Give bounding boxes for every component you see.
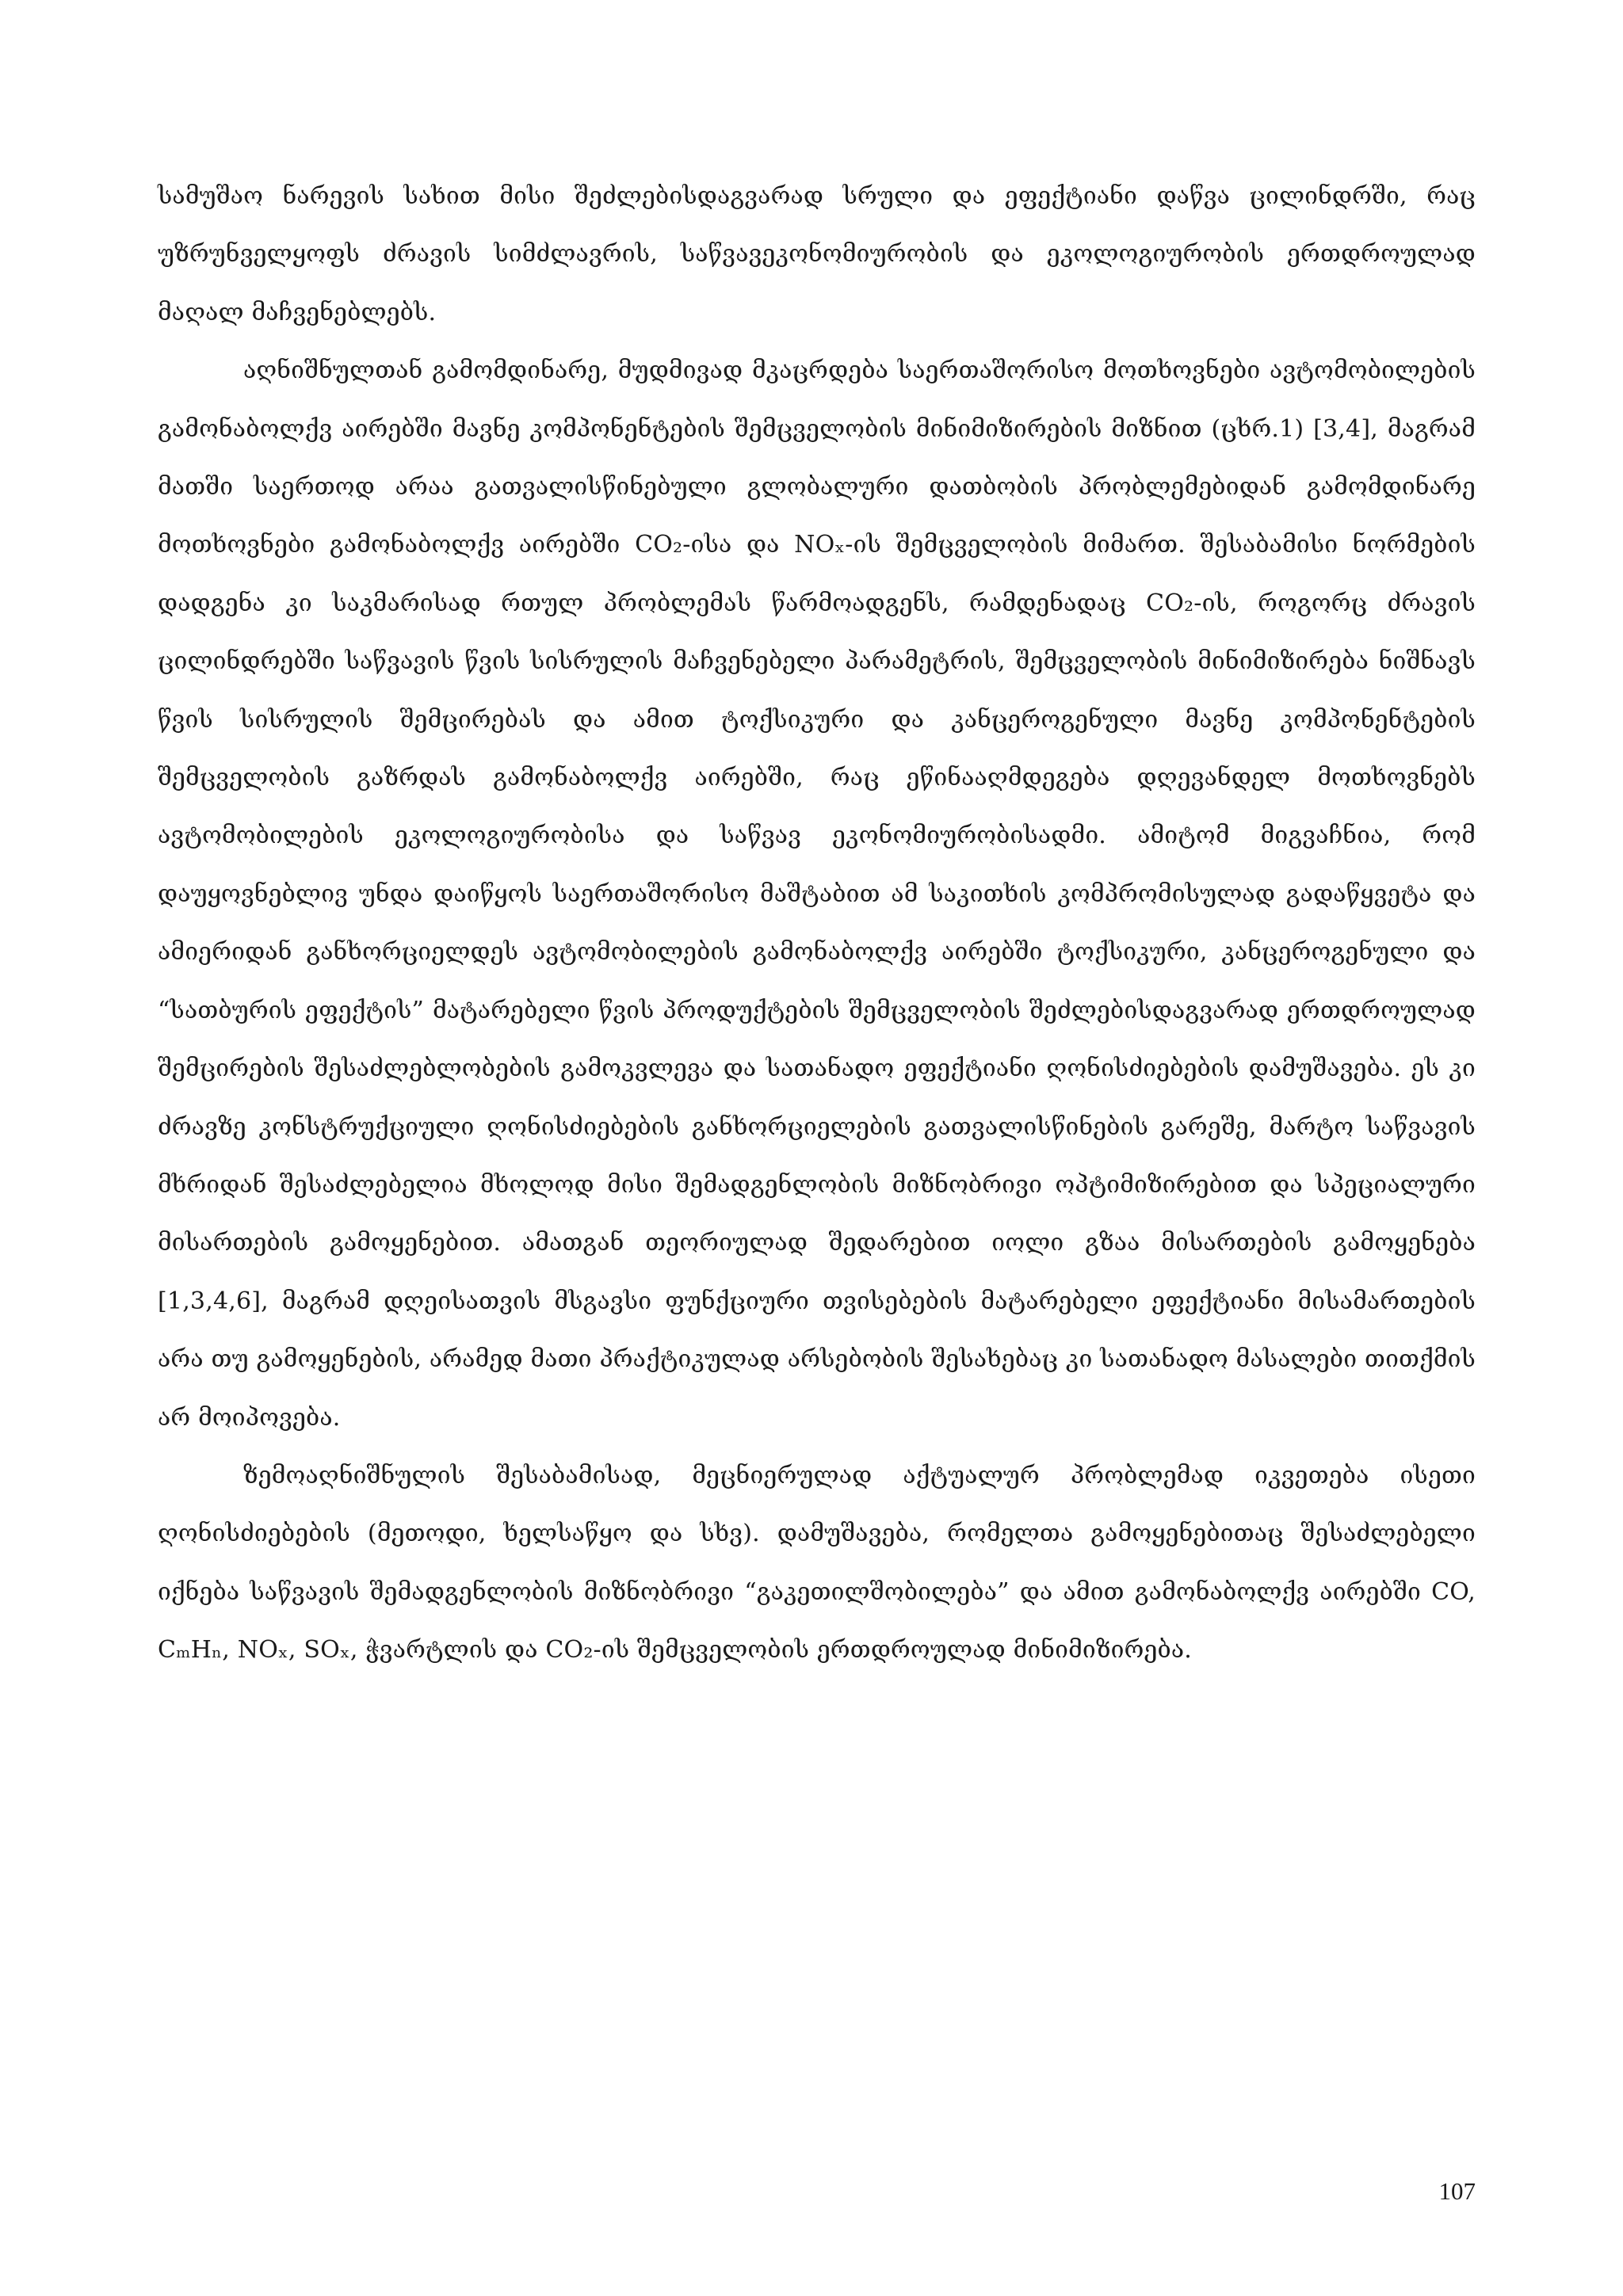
paragraph-text: აღნიშნულთან გამომდინარე, მუდმივად მკაცრდება საერთაშორისო მოთხოვნები ავტომობილების გამონაბოლქვ აირებში მავნე კომპონენტების შემცველობის მინიმიზირების მიზნით (ცხრ.1) [3,4], მაგრამ მათში საერთოდ არაა გათვალისწინებული გლობალური დათბობის პრობლემებიდან გამომდინარე მოთხოვნები გამონაბოლქვ აირებში CO₂-ისა და NOₓ-ის შემცველობის მიმართ. შესაბამისი ნორმების დადგენა კი საკმარისად რთულ პრობლემას წარმოადგენს, რამდენადაც CO₂-ის, როგორც ძრავის ცილინდრებში საწვავის წვის სისრულის მაჩვენებელი პარამეტრის, შემცველობის მინიმიზირება ნიშნავს წვის სისრულის შემცირებას და ამით ტოქსიკური და კანცეროგენული მავნე კომპონენტების შემცველობის გაზრდას გამონაბოლქვ აირებში, რაც ეწინააღმდეგება დღევანდელ მოთხოვნებს ავტომობილების ეკოლოგიურობისა და საწვავ ეკონომიურობისადმი. ამიტომ მიგვაჩნია, რომ დაუყოვნებლივ უნდა დაიწყოს საერთაშორისო მაშტაბით ამ საკითხის კომპრომისულად გადაწყვეტა და ამიერიდან განხორციელდეს ავტომობილების გამონაბოლქვ აირებში ტოქსიკური, კანცეროგენული და “სათბურის ეფექტის” მატარებელი წვის პროდუქტების შემცველობის შეძლებისდაგვარად ერთდროულად შემცირების შესაძლებლობების გამოკვლევა და სათანადო ეფექტიანი ღონისძიებების დამუშავება. ეს კი ძრავზე კონსტრუქციული ღონისძიებების განხორციელების გათვალისწინების გარეშე, მარტო საწვავის მხრიდან შესაძლებელია მხოლოდ მისი შემადგენლობის მიზნობრივი ოპტიმიზირებით და სპეციალური მისართების გამოყენებით. ამათგან თეორიულად შედარებით იოლი გზაა მისართების გამოყენება [1,3,4,6], მაგრამ დღეისათვის მსგავსი ფუნქციური თვისებების მატარებელი ეფექტიანი მისამართების არა თუ გამოყენების, არამედ მათი პრაქტიკულად არსებობის შესახებაც კი სათანადო მასალები თითქმის არ მოიპოვება.: [158, 357, 1476, 1432]
paragraph-intro-continuation: [158, 167, 1476, 341]
paragraph-text: სამუშაო ნარევის სახით მისი შეძლებისდაგვარად სრული და ეფექტიანი დაწვა ცილინდრში, რაც უზრუნველყოფს ძრავის სიმძლავრის, საწვავეკონომიურობის და ეკოლოგიურობის ერთდროულად მაღალ მაჩვენებლებს.: [158, 182, 1476, 326]
page-number: 107: [1438, 2177, 1476, 2205]
paragraph-requirements: [158, 341, 1476, 1447]
paragraph-text: ზემოაღნიშნულის შესაბამისად, მეცნიერულად აქტუალურ პრობლემად იკვეთება ისეთი ღონისძიებების (მეთოდი, ხელსაწყო და სხვ). დამუშავება, რომელთა გამოყენებითაც შესაძლებელი იქნება საწვავის შემადგენლობის მიზნობრივი “გაკეთილშობილება” და ამით გამონაბოლქვ აირებში CO, CₘHₙ, NOₓ, SOₓ, ჭვარტლის და CO₂-ის შემცველობის ერთდროულად მინიმიზირება.: [158, 1461, 1476, 1665]
document-page-body: [158, 167, 1476, 1680]
paragraph-conclusion: [158, 1447, 1476, 1680]
